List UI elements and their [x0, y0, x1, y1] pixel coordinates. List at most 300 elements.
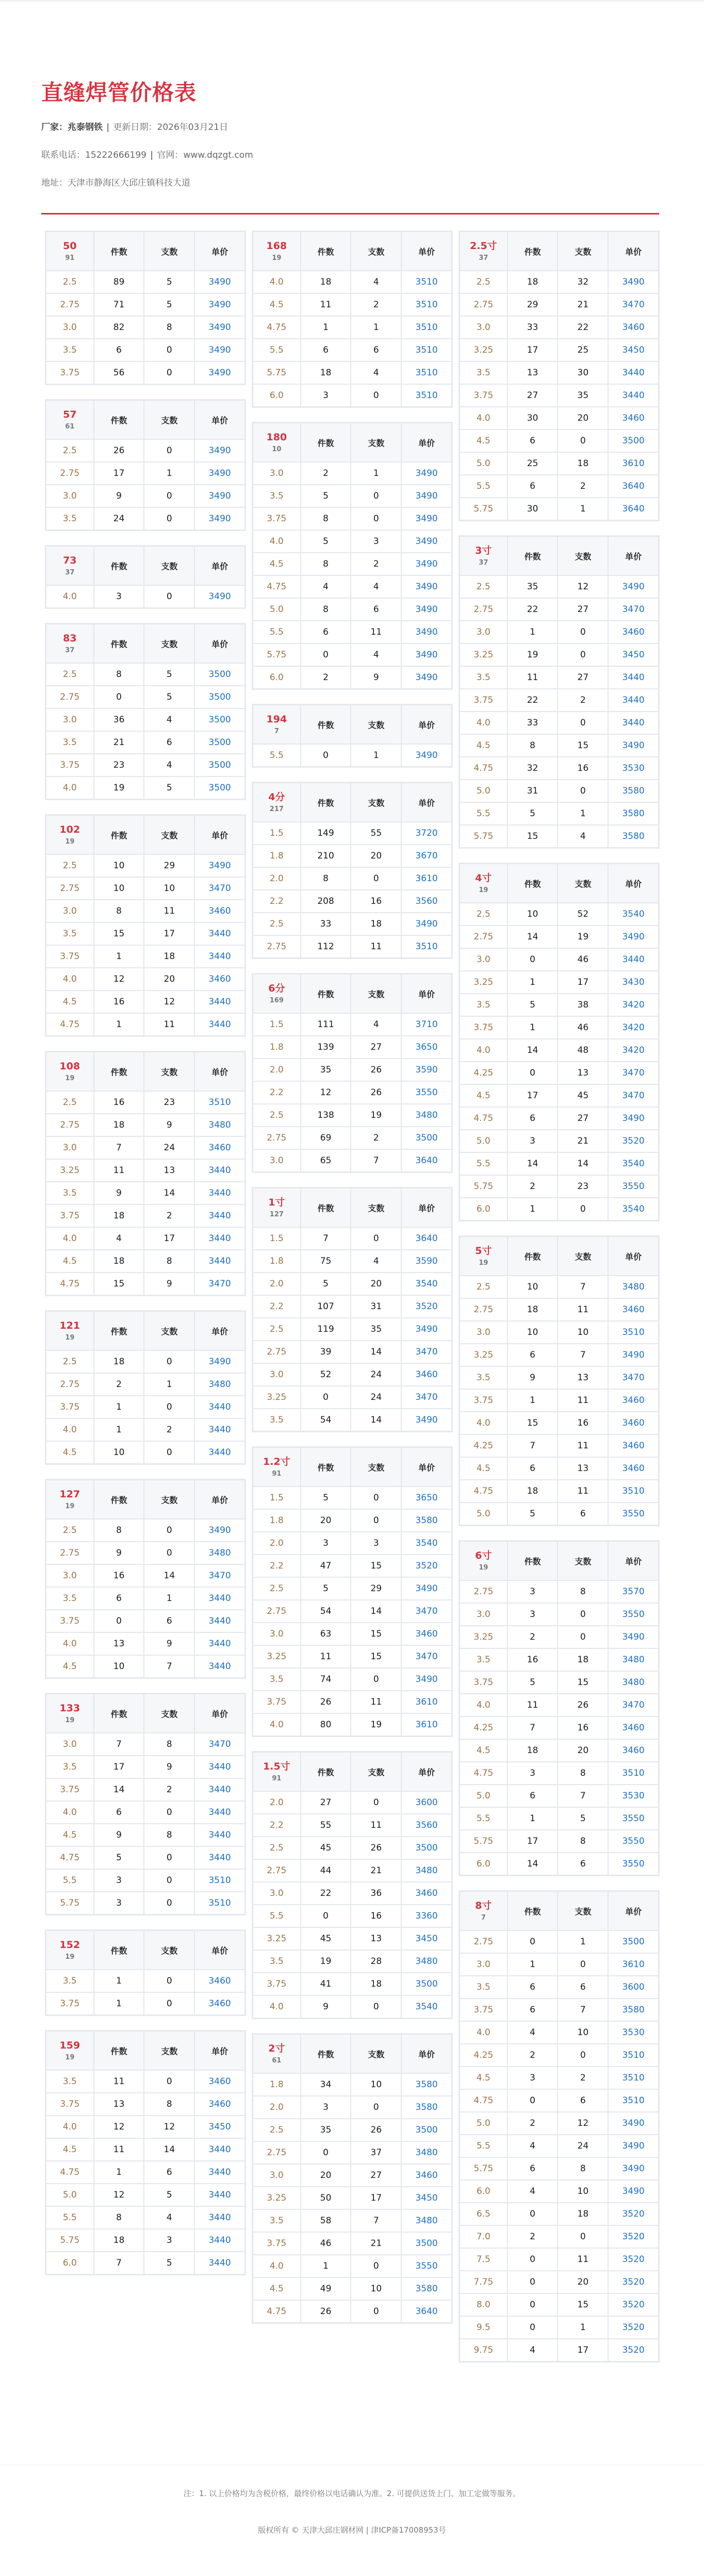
price-cell: 3460: [195, 2093, 244, 2115]
price-cell: 3490: [195, 339, 244, 361]
pieces-cell: 5: [301, 485, 351, 507]
table-row: [460, 2181, 658, 2202]
table-row: [253, 1837, 451, 1859]
price-cell: 3440: [195, 2207, 244, 2228]
table-row: [253, 1082, 451, 1103]
count-header: 支数: [351, 783, 401, 821]
price-header: 单价: [195, 1694, 244, 1732]
pieces-cell: 3: [508, 1581, 558, 1603]
price-table: [459, 1235, 660, 1526]
wall-thickness-cell: 5.5: [253, 1905, 300, 1927]
pieces-cell: 0: [94, 1610, 144, 1632]
wall-thickness-cell: 3.5: [460, 667, 507, 688]
wall-thickness-cell: 7.75: [460, 2271, 507, 2293]
price-cell: 3360: [402, 1905, 451, 1927]
table-header-row: [460, 537, 658, 575]
count-cell: 16: [351, 890, 401, 912]
wall-thickness-cell: 3.25: [253, 1928, 300, 1950]
pieces-cell: 2: [508, 2112, 558, 2134]
count-cell: 4: [351, 1250, 401, 1272]
count-cell: 1: [558, 2317, 608, 2338]
table-row: [460, 430, 658, 452]
table-row: [46, 317, 244, 338]
table-row: [253, 1814, 451, 1836]
price-cell: 3520: [609, 1130, 658, 1152]
wall-thickness-cell: 2.5: [460, 903, 507, 925]
wall-thickness-cell: 4.0: [46, 1419, 93, 1441]
wall-thickness-cell: 2.75: [46, 1374, 93, 1395]
wall-thickness-cell: 3.75: [253, 1973, 300, 1995]
count-cell: 0: [558, 2226, 608, 2248]
price-cell: 3570: [609, 1581, 658, 1603]
pieces-cell: 54: [301, 1600, 351, 1622]
count-cell: 17: [351, 2187, 401, 2209]
wall-thickness-cell: 3.75: [46, 1205, 93, 1227]
pipe-size: 6寸: [475, 1549, 492, 1561]
count-cell: 24: [558, 2135, 608, 2157]
price-cell: 3470: [195, 1565, 244, 1587]
price-header: 单价: [402, 2035, 451, 2073]
count-cell: 52: [558, 903, 608, 925]
price-cell: 3490: [195, 586, 244, 607]
price-cell: 3510: [402, 339, 451, 361]
pieces-header: 件数: [94, 1931, 144, 1969]
wall-thickness-cell: 2.75: [460, 294, 507, 316]
wall-thickness-cell: 4.0: [460, 407, 507, 429]
wall-thickness-cell: 2.75: [46, 1114, 93, 1136]
table-row: [253, 576, 451, 598]
table-row: [46, 1396, 244, 1418]
table-row: [460, 1039, 658, 1061]
copyright: 版权所有 © 天津大邱庄钢材网 | 津ICP备17008953号: [258, 2525, 446, 2535]
price-cell: 3490: [609, 1344, 658, 1366]
wall-thickness-cell: 7.5: [460, 2249, 507, 2270]
wall-thickness-cell: 2.0: [253, 1792, 300, 1813]
pieces-cell: 11: [301, 1646, 351, 1667]
count-cell: 55: [351, 822, 401, 844]
pieces-cell: 8: [301, 553, 351, 575]
price-cell: 3460: [609, 317, 658, 338]
table-row: [460, 1480, 658, 1502]
pieces-cell: 4: [301, 576, 351, 598]
wall-thickness-cell: 2.5: [253, 913, 300, 935]
count-cell: 17: [558, 971, 608, 993]
wall-thickness-cell: 3.0: [46, 485, 93, 507]
wall-thickness-cell: 5.75: [46, 1892, 93, 1914]
count-header: 支数: [144, 2032, 194, 2070]
pipe-size: 83: [63, 632, 77, 644]
price-cell: 3510: [195, 1092, 244, 1113]
price-cell: 3450: [609, 644, 658, 666]
table-row: [46, 339, 244, 361]
pieces-cell: 3: [94, 586, 144, 607]
pieces-cell: 10: [94, 878, 144, 899]
pieces-cell: 18: [508, 1299, 558, 1320]
table-row: [46, 362, 244, 384]
count-cell: 11: [558, 2249, 608, 2270]
table-row: [460, 971, 658, 993]
wall-thickness-cell: 4.0: [460, 712, 507, 734]
wall-thickness-cell: 3.25: [460, 1344, 507, 1366]
count-cell: 0: [351, 1996, 401, 2018]
price-cell: 3440: [195, 946, 244, 967]
price-cell: 3470: [609, 599, 658, 620]
table-row: [460, 1017, 658, 1038]
price-cell: 3530: [609, 1785, 658, 1807]
wall-thickness-cell: 2.75: [460, 926, 507, 948]
pieces-header: 件数: [94, 2032, 144, 2070]
price-cell: 3490: [402, 621, 451, 643]
pipe-size: 133: [59, 1702, 80, 1714]
pipe-size: 8寸: [475, 1900, 492, 1911]
pieces-header: 件数: [301, 705, 351, 744]
count-header: 支数: [351, 1188, 401, 1227]
price-cell: 3550: [609, 1503, 658, 1525]
wall-thickness-cell: 4.5: [46, 991, 93, 1013]
pieces-cell: 0: [301, 644, 351, 666]
count-cell: 7: [558, 1276, 608, 1298]
price-cell: 3520: [609, 2339, 658, 2361]
count-cell: 35: [558, 385, 608, 406]
count-cell: 8: [558, 1762, 608, 1784]
table-row: [253, 936, 451, 957]
wall-thickness-cell: 5.5: [460, 2135, 507, 2157]
table-row: [46, 855, 244, 877]
price-cell: 3460: [195, 900, 244, 922]
table-row: [46, 1205, 244, 1227]
count-cell: 9: [144, 1273, 194, 1295]
size-sub-value: 37: [479, 558, 488, 567]
pieces-cell: 1: [94, 946, 144, 967]
count-header: 支数: [558, 1892, 608, 1930]
wall-thickness-cell: 2.5: [253, 1104, 300, 1126]
website-link[interactable]: www.dqzgt.com: [183, 150, 253, 160]
pipe-size: 2寸: [268, 2042, 285, 2054]
size-header: [460, 1237, 507, 1275]
pieces-header: 件数: [94, 401, 144, 439]
count-cell: 35: [351, 1318, 401, 1340]
count-cell: 17: [558, 2339, 608, 2361]
wall-thickness-cell: 3.25: [460, 644, 507, 666]
wall-thickness-cell: 4.5: [46, 1824, 93, 1846]
count-cell: 0: [144, 1520, 194, 1541]
wall-thickness-cell: 3.25: [460, 339, 507, 361]
price-cell: 3490: [402, 913, 451, 935]
table-row: [460, 1153, 658, 1175]
wall-thickness-cell: 3.0: [253, 1150, 300, 1171]
price-cell: 3440: [195, 1779, 244, 1801]
pieces-cell: 0: [508, 2271, 558, 2293]
size-sub-value: 19: [65, 1333, 75, 1342]
size-header: [253, 2035, 300, 2073]
table-row: [460, 1085, 658, 1107]
pieces-cell: 52: [301, 1364, 351, 1385]
pieces-cell: 15: [94, 923, 144, 945]
wall-thickness-cell: 3.25: [460, 971, 507, 993]
size-header: [46, 401, 93, 439]
table-row: [253, 317, 451, 338]
table-column: [252, 230, 453, 2324]
table-row: [460, 1367, 658, 1389]
update-date: 2026年03月21日: [157, 122, 228, 133]
count-cell: 13: [558, 1458, 608, 1479]
price-cell: 3580: [609, 825, 658, 847]
count-cell: 5: [144, 2252, 194, 2274]
wall-thickness-cell: 3.5: [460, 994, 507, 1016]
table-row: [46, 664, 244, 685]
table-row: [46, 1419, 244, 1441]
count-cell: 0: [144, 485, 194, 507]
page-header: [41, 77, 659, 189]
count-cell: 2: [144, 1779, 194, 1801]
price-header: 单价: [402, 1448, 451, 1486]
pieces-cell: 9: [301, 1996, 351, 2018]
pieces-cell: 3: [508, 1604, 558, 1625]
count-cell: 13: [351, 1928, 401, 1950]
pieces-cell: 8: [301, 868, 351, 889]
table-row: [253, 2165, 451, 2186]
price-cell: 3480: [402, 2142, 451, 2164]
size-sub-value: 19: [65, 837, 75, 846]
table-row: [253, 553, 451, 575]
price-cell: 3720: [402, 822, 451, 844]
wall-thickness-cell: 4.25: [460, 1717, 507, 1739]
table-row: [253, 644, 451, 666]
pipe-size: 50: [63, 240, 77, 252]
wall-thickness-cell: 5.5: [460, 475, 507, 497]
table-row: [46, 1092, 244, 1113]
table-row: [460, 2203, 658, 2225]
price-cell: 3490: [609, 576, 658, 598]
table-row: [253, 1691, 451, 1713]
wall-thickness-cell: 2.5: [460, 1276, 507, 1298]
size-sub-value: 7: [274, 727, 279, 735]
table-row: [460, 1672, 658, 1693]
count-cell: 0: [351, 508, 401, 530]
size-header: [46, 624, 93, 663]
size-sub-value: 19: [479, 1259, 488, 1267]
price-cell: 3550: [609, 1830, 658, 1852]
table-row: [460, 1130, 658, 1152]
price-cell: 3560: [402, 1814, 451, 1836]
count-cell: 12: [558, 576, 608, 598]
price-cell: 3460: [402, 1623, 451, 1645]
price-cell: 3490: [402, 667, 451, 688]
wall-thickness-cell: 6.0: [460, 1198, 507, 1220]
table-row: [460, 712, 658, 734]
table-row: [460, 407, 658, 429]
wall-thickness-cell: 3.0: [253, 1364, 300, 1385]
wall-thickness-cell: 3.5: [460, 1976, 507, 1998]
pieces-cell: 47: [301, 1555, 351, 1577]
pieces-cell: 11: [301, 294, 351, 316]
pieces-cell: 6: [508, 1785, 558, 1807]
count-cell: 1: [558, 1931, 608, 1953]
count-cell: 27: [351, 2165, 401, 2186]
count-cell: 11: [558, 1299, 608, 1320]
table-row: [46, 754, 244, 776]
count-cell: 13: [558, 1367, 608, 1389]
pieces-header: 件数: [301, 1753, 351, 1791]
wall-thickness-cell: 4.0: [46, 2116, 93, 2138]
table-row: [253, 845, 451, 867]
price-table: [45, 230, 246, 385]
table-row: [460, 1808, 658, 1829]
count-cell: 46: [558, 1017, 608, 1038]
pieces-cell: 20: [301, 2165, 351, 2186]
table-row: [46, 1351, 244, 1373]
count-cell: 4: [351, 1014, 401, 1035]
phone-number[interactable]: 15222666199: [85, 150, 146, 160]
pieces-cell: 0: [508, 1062, 558, 1084]
size-header: [46, 232, 93, 270]
price-cell: 3460: [609, 1740, 658, 1761]
count-header: 支数: [144, 1931, 194, 1969]
price-cell: 3440: [195, 1419, 244, 1441]
price-cell: 3440: [195, 1633, 244, 1655]
price-cell: 3440: [195, 991, 244, 1013]
wall-thickness-cell: 3.0: [460, 949, 507, 970]
table-row: [460, 2339, 658, 2361]
pieces-cell: 1: [94, 1419, 144, 1441]
wall-thickness-cell: 2.75: [253, 936, 300, 957]
table-row: [46, 1824, 244, 1846]
count-header: 支数: [558, 864, 608, 902]
price-cell: 3500: [195, 754, 244, 776]
count-cell: 0: [144, 339, 194, 361]
count-cell: 26: [351, 1837, 401, 1859]
price-cell: 3470: [195, 1733, 244, 1755]
price-cell: 3470: [402, 1386, 451, 1408]
pieces-cell: 2: [301, 463, 351, 484]
count-cell: 15: [558, 2294, 608, 2316]
table-row: [46, 1542, 244, 1564]
table-row: [46, 440, 244, 461]
count-cell: 6: [144, 1610, 194, 1632]
pieces-cell: 45: [301, 1837, 351, 1859]
pieces-cell: 0: [508, 2317, 558, 2338]
count-cell: 15: [558, 735, 608, 756]
price-cell: 3490: [402, 1318, 451, 1340]
price-cell: 3500: [402, 2233, 451, 2254]
pieces-cell: 6: [508, 1458, 558, 1479]
table-row: [460, 689, 658, 711]
pieces-cell: 11: [94, 2071, 144, 2092]
count-cell: 2: [351, 294, 401, 316]
table-row: [46, 463, 244, 484]
price-cell: 3440: [195, 2161, 244, 2183]
pieces-cell: 10: [94, 1442, 144, 1463]
price-cell: 3440: [195, 1588, 244, 1609]
table-row: [460, 475, 658, 497]
wall-thickness-cell: 3.0: [460, 1322, 507, 1343]
table-row: [46, 1993, 244, 2014]
table-row: [253, 1555, 451, 1577]
price-cell: 3460: [609, 621, 658, 643]
count-cell: 17: [144, 1228, 194, 1249]
count-cell: 0: [144, 1396, 194, 1418]
pieces-cell: 3: [301, 2096, 351, 2118]
count-cell: 14: [351, 1600, 401, 1622]
table-row: [460, 294, 658, 316]
pieces-header: 件数: [508, 232, 558, 270]
count-cell: 0: [351, 2255, 401, 2277]
price-cell: 3440: [195, 1756, 244, 1778]
pieces-cell: 208: [301, 890, 351, 912]
count-cell: 17: [144, 923, 194, 945]
table-row: [46, 923, 244, 945]
wall-thickness-cell: 3.0: [253, 463, 300, 484]
price-cell: 3470: [195, 878, 244, 899]
wall-thickness-cell: 5.5: [253, 621, 300, 643]
pieces-header: 件数: [301, 975, 351, 1013]
count-header: 支数: [144, 816, 194, 854]
table-row: [253, 2255, 451, 2277]
price-table: [252, 2033, 453, 2324]
count-cell: 11: [558, 1390, 608, 1411]
count-header: 支数: [351, 2035, 401, 2073]
wall-thickness-cell: 9.75: [460, 2339, 507, 2361]
manufacturer-name: 兆泰钢铁: [68, 122, 103, 133]
price-cell: 3490: [195, 855, 244, 877]
pieces-cell: 1: [508, 1954, 558, 1975]
table-row: [46, 294, 244, 316]
pieces-cell: 3: [94, 1892, 144, 1914]
table-header-row: [46, 1312, 244, 1350]
price-cell: 3440: [195, 1610, 244, 1632]
pieces-cell: 33: [508, 317, 558, 338]
count-cell: 9: [144, 1114, 194, 1136]
wall-thickness-cell: 3.75: [253, 1691, 300, 1713]
table-row: [46, 1656, 244, 1677]
pieces-cell: 17: [508, 1830, 558, 1852]
count-cell: 20: [351, 845, 401, 867]
pieces-cell: 32: [508, 757, 558, 779]
count-cell: 0: [144, 508, 194, 530]
price-cell: 3640: [609, 475, 658, 497]
pipe-size: 5寸: [475, 1245, 492, 1257]
footer-note: 注：1. 以上价格均为含税价格，最终价格以电话确认为准。2. 可提供送货上门、加工定做等服务。: [183, 2489, 521, 2498]
price-cell: 3500: [402, 1837, 451, 1859]
count-cell: 6: [558, 1503, 608, 1525]
price-cell: 3470: [402, 1341, 451, 1363]
pieces-header: 件数: [94, 547, 144, 585]
table-row: [46, 1892, 244, 1914]
table-row: [460, 1694, 658, 1716]
price-cell: 3510: [402, 317, 451, 338]
table-row: [46, 1756, 244, 1778]
pipe-size: 2.5寸: [470, 240, 497, 252]
wall-thickness-cell: 4.75: [46, 2161, 93, 2183]
pieces-cell: 9: [94, 1542, 144, 1564]
table-row: [460, 2317, 658, 2338]
wall-thickness-cell: 2.75: [460, 1931, 507, 1953]
count-header: 支数: [144, 547, 194, 585]
count-cell: 11: [351, 1814, 401, 1836]
wall-thickness-cell: 1.5: [253, 1014, 300, 1035]
wall-thickness-cell: 4.75: [460, 2090, 507, 2111]
price-cell: 3510: [195, 1892, 244, 1914]
pieces-cell: 14: [508, 1853, 558, 1875]
wall-thickness-cell: 4.75: [460, 1762, 507, 1784]
pieces-cell: 29: [508, 294, 558, 316]
price-cell: 3510: [609, 2090, 658, 2111]
wall-thickness-cell: 6.0: [460, 1853, 507, 1875]
count-cell: 19: [351, 1714, 401, 1736]
table-row: [460, 1299, 658, 1320]
pieces-cell: 27: [508, 385, 558, 406]
table-row: [460, 1626, 658, 1648]
